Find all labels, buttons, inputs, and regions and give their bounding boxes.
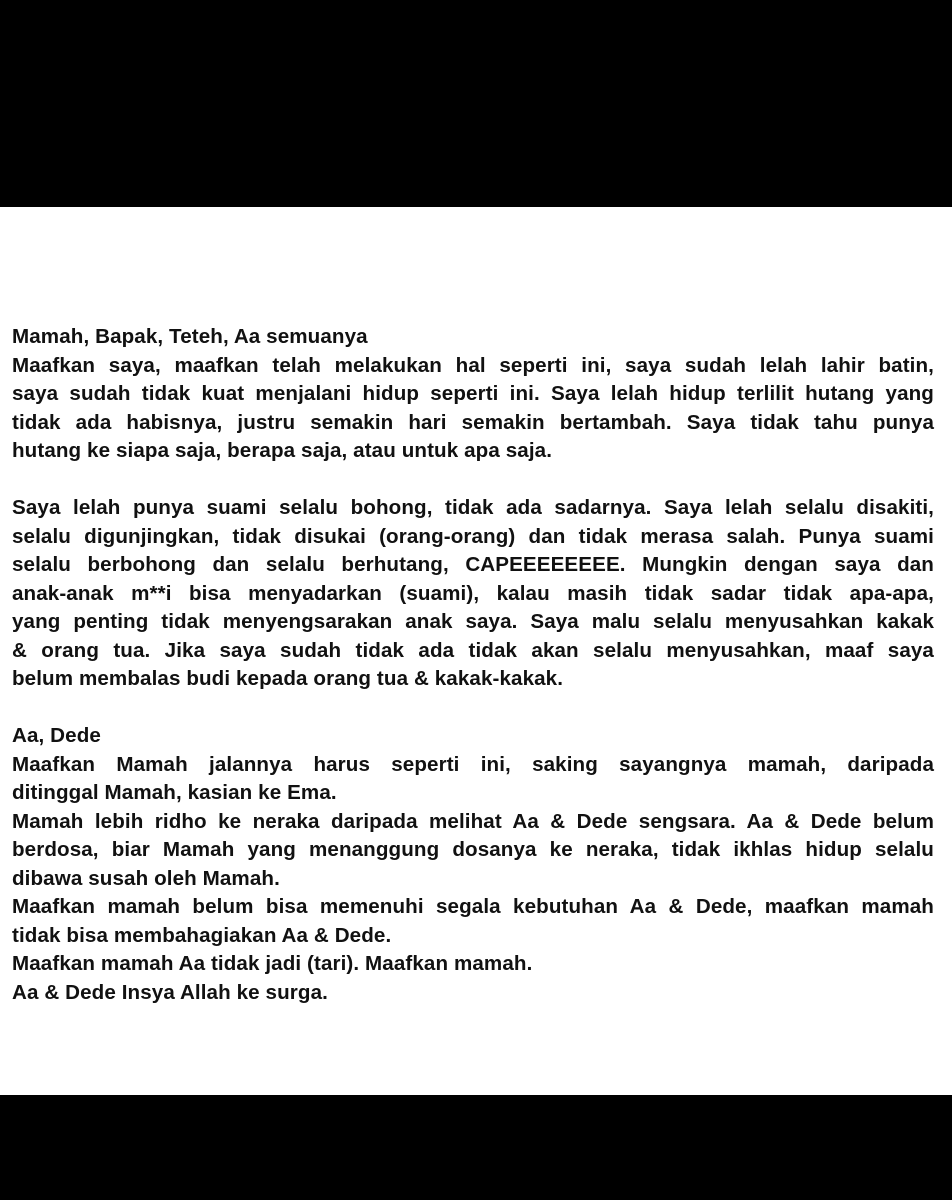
text-line: belum membalas budi kepada orang tua & kakak-kakak. <box>12 667 564 690</box>
text-line: Saya lelah punya suami selalu bohong, tidak ada sadarnya. Saya lelah selalu disakiti, <box>12 496 934 519</box>
text-line: & orang tua. Jika saya sudah tidak ada tidak akan selalu menyusahkan, maaf saya <box>12 638 934 662</box>
text-line: hutang ke siapa saja, berapa saja, atau untuk apa saja. <box>12 439 553 462</box>
text-line: Mamah lebih ridho ke neraka daripada melihat Aa & Dede sengsara. Aa & Dede belum <box>12 809 934 833</box>
paragraph-husband <box>12 494 934 694</box>
text-line: saya sudah tidak kuat menjalani hidup seperti ini. Saya lelah hidup terlilit hutang yang <box>12 382 934 405</box>
text-line: Mamah, Bapak, Teteh, Aa semuanya <box>12 325 368 348</box>
text-line: Aa, Dede <box>12 724 101 747</box>
text-line: anak-anak m**i bisa menyadarkan (suami), kalau masih tidak sadar tidak apa-apa, <box>12 581 934 605</box>
text-line: selalu digunjingkan, tidak disukai (orang-orang) dan tidak merasa salah. Punya suami <box>12 524 934 548</box>
text-line: tidak bisa membahagiakan Aa & Dede. <box>12 923 392 947</box>
text-line: dibawa susah oleh Mamah. <box>12 866 280 890</box>
text-line: tidak ada habisnya, justru semakin hari semakin bertambah. Saya tidak tahu punya <box>12 410 934 434</box>
text-line: Aa & Dede Insya Allah ke surga. <box>12 980 328 1004</box>
text-line: ditinggal Mamah, kasian ke Ema. <box>12 781 337 804</box>
paragraph-children <box>12 722 934 1007</box>
letter-text <box>12 323 934 1007</box>
text-line: selalu berbohong dan selalu berhutang, CAPEEEEEEEE. Mungkin dengan saya dan <box>12 553 934 576</box>
text-line: Maafkan Mamah jalannya harus seperti ini, saking sayangnya mamah, daripada <box>12 752 934 776</box>
letter-page <box>0 207 952 1095</box>
text-line: Maafkan mamah Aa tidak jadi (tari). Maafkan mamah. <box>12 952 533 975</box>
top-black-bar <box>0 0 952 207</box>
paragraph-greeting-family <box>12 323 934 466</box>
text-line: yang penting tidak menyengsarakan anak saya. Saya malu selalu menyusahkan kakak <box>12 610 934 633</box>
text-line: Maafkan saya, maafkan telah melakukan hal seperti ini, saya sudah lelah lahir batin, <box>12 353 934 377</box>
text-line: Maafkan mamah belum bisa memenuhi segala kebutuhan Aa & Dede, maafkan mamah <box>12 895 934 918</box>
bottom-black-bar <box>0 1095 952 1200</box>
text-line: berdosa, biar Mamah yang menanggung dosanya ke neraka, tidak ikhlas hidup selalu <box>12 838 934 861</box>
